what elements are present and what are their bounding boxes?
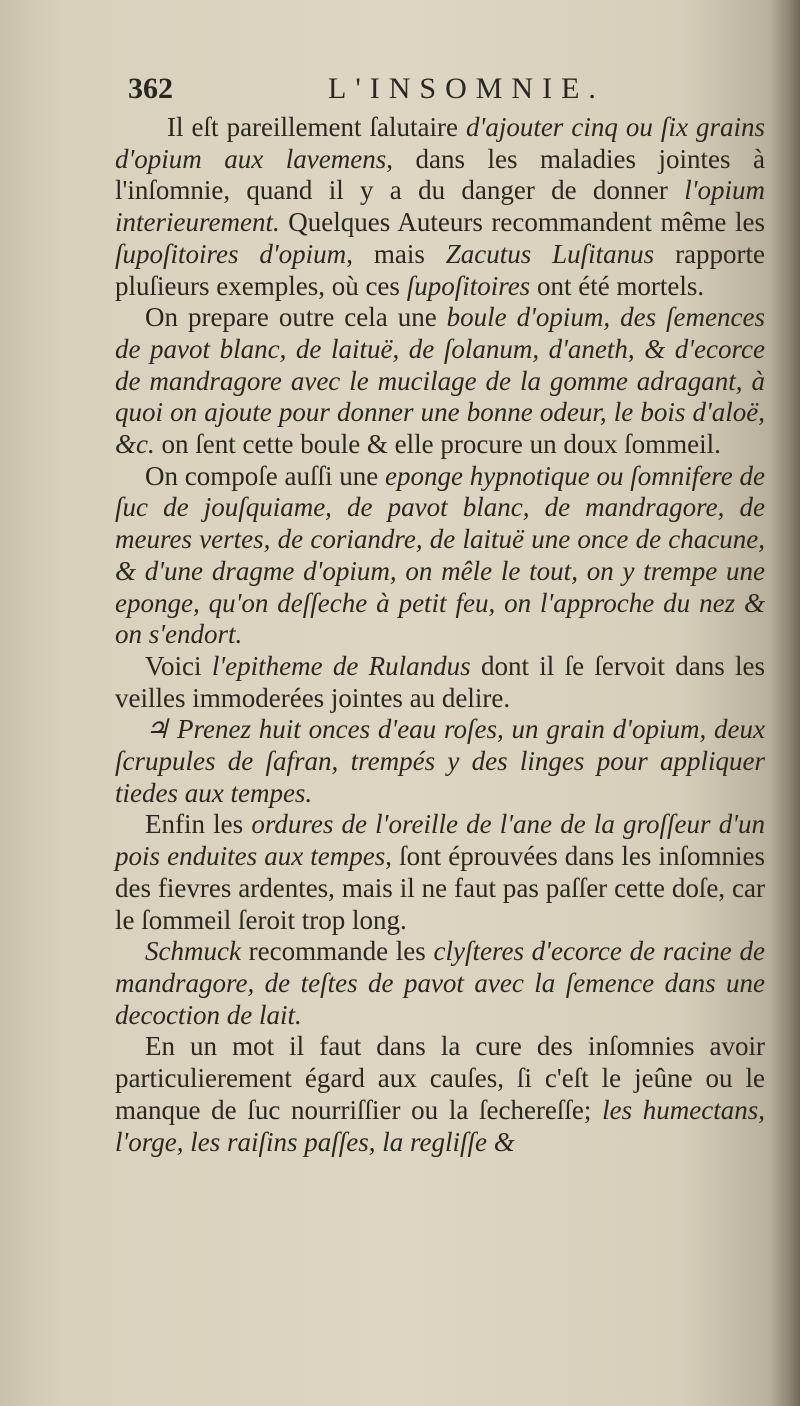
- page-number: 362: [128, 72, 173, 105]
- paragraph: [115, 1031, 765, 1158]
- italic-text: clyſteres d'ecorce de racine de mandragore, de teſtes de pavot avec la ſemence dans une decoction de lait.: [115, 936, 765, 1030]
- running-head: L'INSOMNIE.: [328, 72, 605, 105]
- paragraph: [115, 936, 765, 1031]
- text-run: Quelques Auteurs recommandent même les: [279, 207, 765, 238]
- italic-text: Schmuck: [145, 936, 241, 967]
- page-header: [128, 72, 758, 112]
- italic-text: ♃ Prenez huit onces d'eau roſes, un grain d'opium, deux ſcrupules de ſafran, trempés y des linges pour appliquer tiedes aux tempes.: [115, 714, 765, 808]
- italic-text: eponge hypnotique ou ſomnifere de ſuc de jouſquiame, de pavot blanc, de mandragore, de meures vertes, de coriandre, de laituë une once de chacune, & d'une dragme d'opium, on mêle le tout, on y trempe une eponge, qu'on deſſeche à petit feu, on l'approche du nez & on s'endort.: [115, 460, 765, 650]
- italic-text: ſupoſitoires: [406, 270, 531, 301]
- paragraph: [115, 651, 765, 714]
- text-run: ont été mortels.: [530, 270, 705, 301]
- text-run: Voici: [145, 650, 212, 681]
- text-run: on ſent cette boule & elle procure un doux ſommeil.: [154, 429, 721, 460]
- body-text: [115, 112, 765, 1158]
- text-run: , dans les maladies jointes à l'inſomnie, quand il y a du danger de donner: [115, 143, 765, 206]
- paragraph: [115, 809, 765, 936]
- italic-text: l'epitheme de Rulandus: [211, 650, 471, 681]
- text-run: On compoſe auſſi une: [145, 460, 386, 491]
- italic-text: Zacutus Luſitanus: [445, 238, 655, 269]
- italic-text: ſupoſitoires d'opium: [115, 238, 347, 269]
- italic-text: ordures de l'oreille de l'ane de la groſſeur d'un pois enduites aux tempes: [115, 809, 765, 872]
- text-run: On prepare outre cela une: [145, 302, 447, 333]
- page-gutter-shadow: [770, 0, 800, 1406]
- paragraph: [115, 302, 765, 461]
- italic-text: boule d'opium, des ſemences de pavot blanc, de laituë, de ſolanum, d'aneth, & d'ecorce de mandragore avec le mucilage de la gomme adragant, à quoi on ajoute pour donner une bonne odeur, le bois d'aloë, &c.: [115, 302, 765, 460]
- paragraph: [115, 714, 765, 809]
- text-run: Enfin les: [145, 809, 252, 840]
- text-run: , mais: [346, 238, 446, 269]
- text-run: rapporte pluſieurs exemples, où ces: [115, 238, 766, 301]
- text-run: , ſont éprouvées dans les inſomnies des fievres ardentes, mais il ne faut pas paſſer cette doſe, car le ſommeil ſeroit trop long.: [115, 841, 766, 935]
- text-run: dont il ſe ſervoit dans les veilles immoderées jointes au delire.: [115, 650, 765, 713]
- paragraph: [115, 112, 765, 302]
- paragraph: [115, 461, 765, 651]
- italic-text: l'opium interieurement.: [115, 175, 765, 238]
- text-run: recommande les: [240, 936, 434, 967]
- italic-text: d'ajouter cinq ou ſix grains d'opium aux lavemens: [115, 112, 765, 174]
- italic-text: les humectans, l'orge, les raiſins paſſes, la regliſſe &: [115, 1094, 765, 1157]
- text-run: Il eſt pareillement ſalutaire: [167, 112, 467, 142]
- text-run: En un mot il faut dans la cure des inſomnies avoir particulierement égard aux cauſes, ſi c'eſt le jeûne ou le manque de ſuc nourriſſier ou la ſechereſſe;: [115, 1031, 765, 1125]
